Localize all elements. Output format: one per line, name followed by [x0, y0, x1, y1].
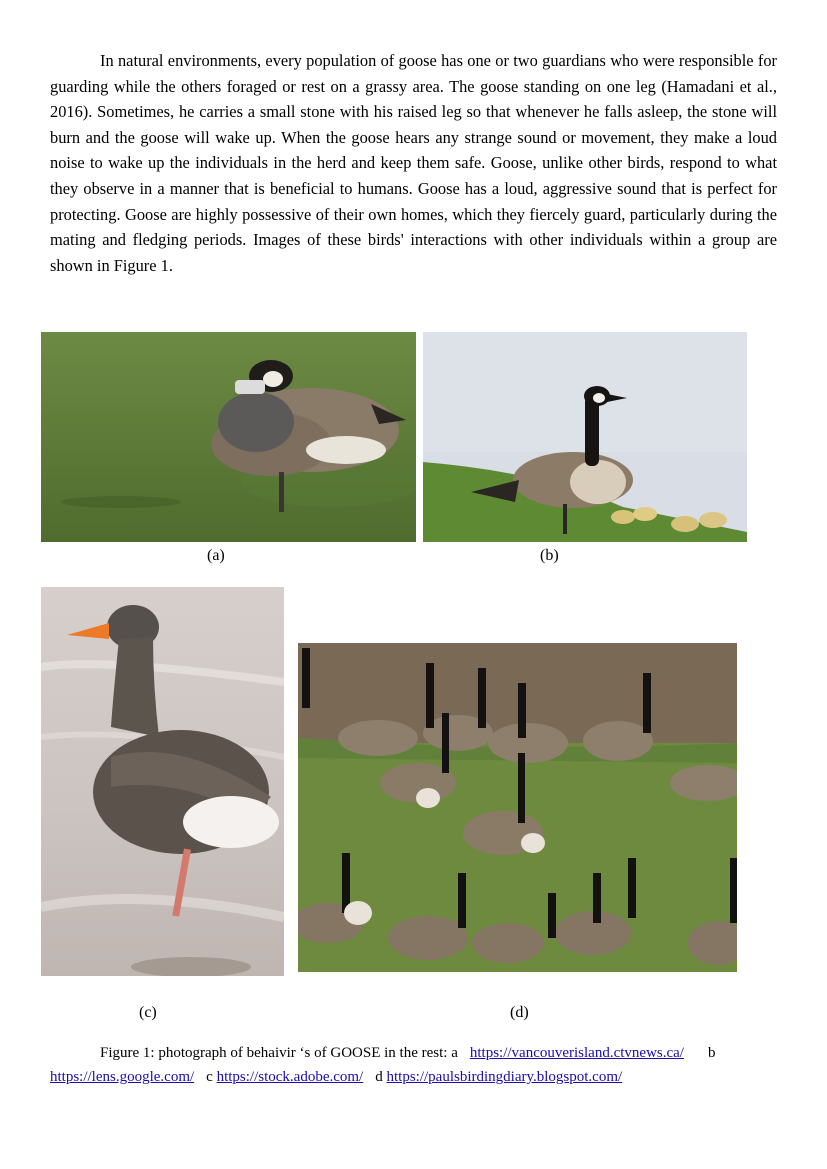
- source-link-c[interactable]: https://stock.adobe.com/: [216, 1069, 364, 1085]
- source-link-a[interactable]: https://vancouverisland.ctvnews.ca/: [469, 1045, 684, 1061]
- body-text: In natural environments, every population of goose has one or two guardians who were responsible for guarding while the others foraged or rest on a grassy area. The goose standing on one leg (Hamadani et al., 2016). Sometimes, he carries a small stone with his raised leg so that whenever he falls asleep, the stone will burn and the goose will wake up. When the goose hears any strange sound or movement, they make a loud noise to wake up the individuals in the herd and keep them safe. Goose, unlike other birds, respond to what they observe in a manner that is beneficial to humans. Goose has a loud, aggressive sound that is perfect for protecting. Goose are highly possessive of their own homes, which they fiercely guard, particularly during the mating and fledging periods. Images of these birds' interactions with other individuals within a group are shown in Figure 1.: [50, 51, 777, 275]
- caption-text: Figure 1: photograph of behaivir ‘s of GOOSE in the rest: a: [100, 1045, 458, 1061]
- source-link-d[interactable]: https://paulsbirdingdiary.blogspot.com/: [386, 1069, 623, 1085]
- photo-a: [41, 332, 416, 542]
- photo-d: [298, 643, 737, 972]
- panel-label-a: (a): [207, 547, 225, 564]
- panel-label-c: (c): [139, 1004, 157, 1021]
- figure-caption: [50, 1041, 780, 1089]
- panel-label-d: (d): [510, 1004, 529, 1021]
- source-letter-c: c: [206, 1069, 213, 1085]
- photo-b: [423, 332, 747, 542]
- photo-c: [41, 587, 284, 976]
- source-letter-d: d: [375, 1069, 383, 1085]
- source-letter-b: b: [707, 1045, 716, 1061]
- body-paragraph: [50, 48, 777, 278]
- panel-label-b: (b): [540, 547, 559, 564]
- source-link-b[interactable]: https://lens.google.com/: [50, 1069, 195, 1085]
